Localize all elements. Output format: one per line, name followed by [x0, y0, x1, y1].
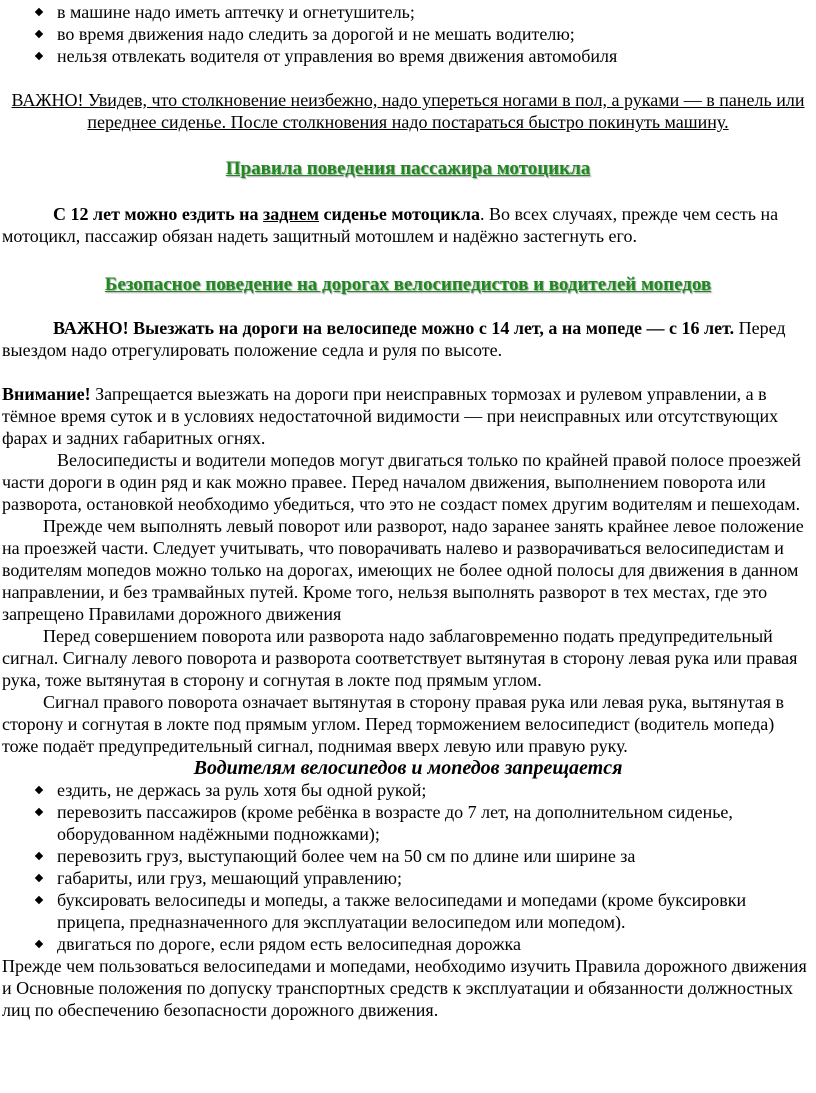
car-passenger-rules-list — [2, 1, 814, 67]
body-paragraph: Велосипедисты и водители мопедов могут двигаться только по крайней правой полосе проезжей части дороги в один ряд и как можно правее. Перед началом движения, выполнением поворота или разворота, остановкой необходимо убедиться, что это не создаст помех другим водителям и пешеходам. — [2, 450, 802, 514]
list-item: габариты, или груз, мешающий управлению; — [57, 867, 814, 889]
moto-bold-underlined: заднем — [263, 204, 320, 224]
list-item: во время движения надо следить за дорогой и не мешать водителю; — [57, 23, 814, 45]
attention-paragraph — [2, 383, 814, 449]
list-item: двигаться по дороге, если рядом есть велосипедная дорожка — [57, 933, 814, 955]
moto-paragraph — [2, 203, 814, 247]
final-paragraph: Прежде чем пользоваться велосипедами и мопедами, необходимо изучить Правила дорожного движения и Основные положения по допуску транспортных средств к эксплуатации и обязанности должностных лиц по обеспечению безопасности дорожного движения. — [2, 956, 807, 1020]
prohibited-list — [2, 779, 814, 955]
moto-bold-a: С 12 лет можно ездить на — [53, 204, 264, 224]
body-paragraph: Перед совершением поворота или разворота надо заблаговременно подать предупредительный сигнал. Сигналу левого поворота и разворота соответствует вытянутая в сторону левая рука или правая рука, тоже вытянутая в сторону и согнутая в локте под прямым углом. — [2, 626, 798, 690]
list-item: перевозить груз, выступающий более чем на 50 см по длине или ширине за — [57, 845, 814, 867]
list-item: нельзя отвлекать водителя от управления во время движения автомобиля — [57, 45, 814, 67]
bike-important-bold: ВАЖНО! Выезжать на дороги на велосипеде можно с 14 лет, а на мопеде — с 16 лет. — [53, 318, 735, 338]
body-paragraph: Прежде чем выполнять левый поворот или разворот, надо заранее занять крайнее левое положение на проезжей части. Следует учитывать, что поворачивать налево и разворачиваться велосипедистам и водителям мопедов можно только на дорогах, имеющих не более одной полосы для движения в данном направлении, и без трамвайных путей. Кроме того, нельзя выполнять разворот в тех местах, где это запрещено Правилами дорожного движения — [2, 516, 804, 624]
bike-important-rest: Перед выездом надо отрегулировать положение седла и руля по высоте. — [2, 318, 786, 360]
attention-rest: Запрещается выезжать на дороги при неисправных тормозах и рулевом управлении, а в тёмное время суток и в условиях недостаточной видимости — при неисправных или отсутствующих фарах и задних габаритных огнях. — [2, 384, 779, 448]
list-item: буксировать велосипеды и мопеды, а также велосипедами и мопедами (кроме буксировки прицепа, предназначенного для эксплуатации велосипедом или мопедом). — [57, 889, 814, 933]
list-item: перевозить пассажиров (кроме ребёнка в возрасте до 7 лет, на дополнительном сиденье, оборудованном надёжными подножками); — [57, 801, 814, 845]
body-paragraph: Сигнал правого поворота означает вытянутая в сторону правая рука или левая рука, вытянутая в сторону и согнутая в локте под прямым углом. Перед торможением велосипедист (водитель мопеда) тоже подаёт предупредительный сигнал, поднимая вверх левую или правую руку. — [2, 692, 785, 756]
list-item: в машине надо иметь аптечку и огнетушитель; — [57, 1, 814, 23]
car-important-note: ВАЖНО! Увидев, что столкновение неизбежно, надо упереться ногами в пол, а руками — в панель или переднее сиденье. После столкновения надо постараться быстро покинуть машину. — [11, 90, 805, 132]
bike-heading: Безопасное поведение на дорогах велосипедистов и водителей мопедов — [104, 274, 712, 295]
attention-bold: Внимание! — [2, 384, 91, 404]
moto-bold-b: сиденье мотоцикла — [319, 204, 480, 224]
moto-heading: Правила поведения пассажира мотоцикла — [225, 158, 591, 179]
bike-important-paragraph — [2, 317, 814, 361]
moto-rest: . Во всех случаях, прежде чем сесть на мотоцикл, пассажир обязан надеть защитный мотошлем и надёжно застегнуть его. — [2, 204, 779, 246]
prohibited-heading: Водителям велосипедов и мопедов запрещается — [193, 757, 623, 779]
list-item: ездить, не держась за руль хотя бы одной рукой; — [57, 779, 814, 801]
